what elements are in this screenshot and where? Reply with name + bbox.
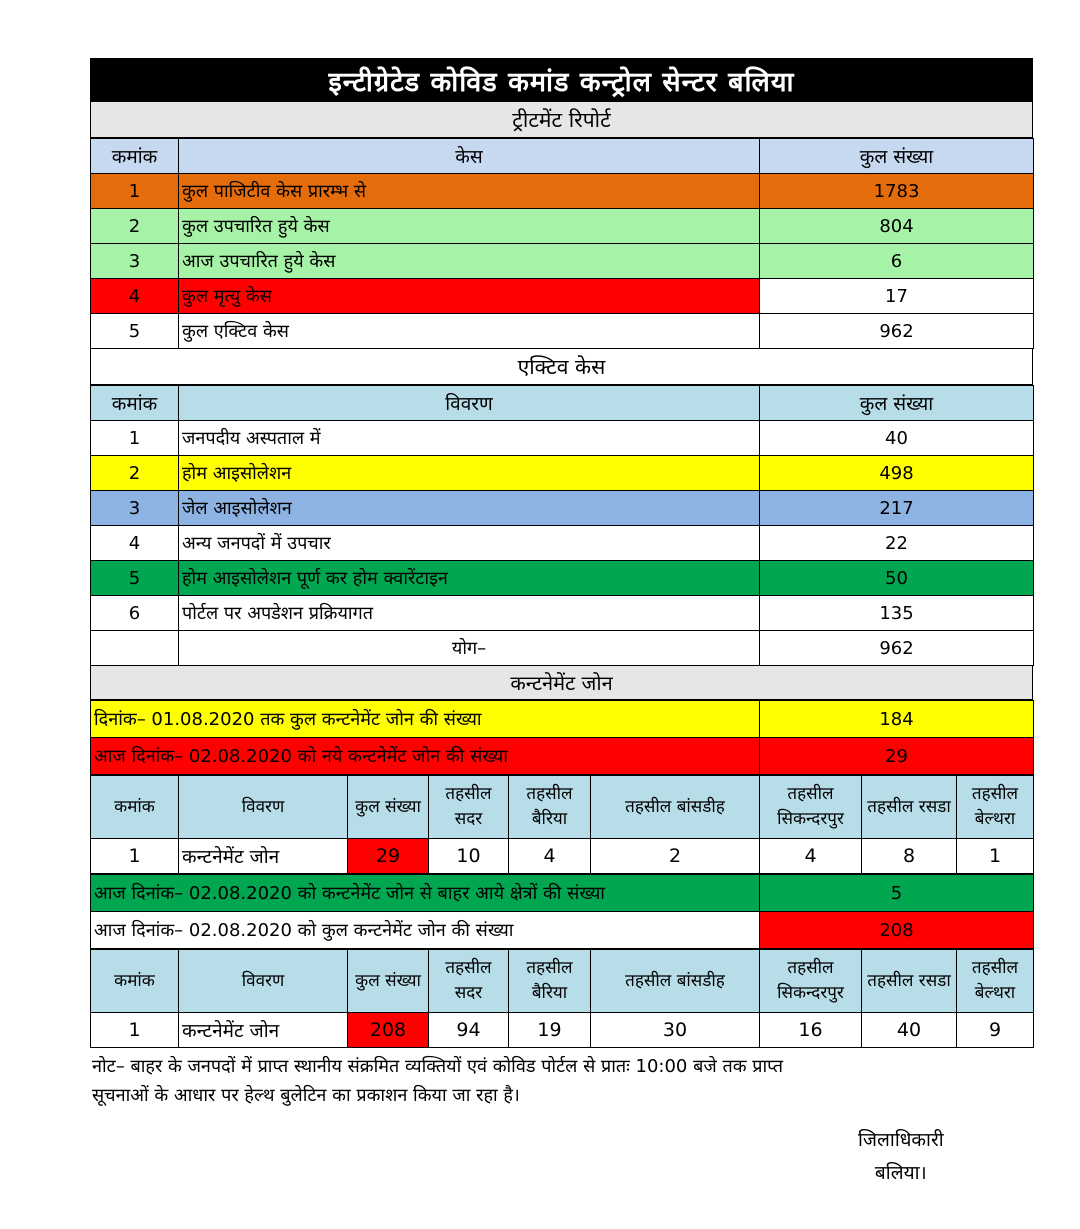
header-detail: विवरण	[179, 386, 760, 421]
table-row	[91, 1013, 1034, 1048]
row-label: होम आइसोलेशन	[179, 456, 760, 491]
signature-block	[858, 1124, 944, 1190]
header-serial: कमांक	[91, 386, 179, 421]
line-value: 5	[760, 875, 1034, 912]
total-value: 962	[760, 631, 1034, 666]
cell-rasra: 40	[862, 1013, 957, 1048]
cell-bansdih: 30	[591, 1013, 760, 1048]
row-value: 40	[760, 421, 1034, 456]
cell-detail: कन्टनेमेंट जोन	[179, 839, 348, 874]
row-label: अन्य जनपदों में उपचार	[179, 526, 760, 561]
row-serial: 3	[91, 244, 179, 279]
row-label: कुल एक्टिव केस	[179, 314, 760, 349]
row-label: पोर्टल पर अपडेशन प्रक्रियागत	[179, 596, 760, 631]
row-value: 498	[760, 456, 1034, 491]
row-value: 962	[760, 314, 1034, 349]
cell-total: 208	[348, 1013, 429, 1048]
header-serial: कमांक	[91, 776, 179, 839]
header-sadar: तहसील सदर	[429, 776, 509, 839]
cell-sadar: 10	[429, 839, 509, 874]
row-label: आज उपचारित हुये केस	[179, 244, 760, 279]
table-header-row	[91, 139, 1034, 174]
total-label: योग–	[179, 631, 760, 666]
header-bairia: तहसील बैरिया	[509, 776, 591, 839]
header-serial: कमांक	[91, 950, 179, 1013]
table-row	[91, 561, 1034, 596]
table-header-row	[91, 386, 1034, 421]
header-total: कुल संख्या	[348, 776, 429, 839]
table-row	[91, 209, 1034, 244]
header-total: कुल संख्या	[348, 950, 429, 1013]
header-belthara: तहसील बेल्थरा	[957, 950, 1034, 1013]
cell-total: 29	[348, 839, 429, 874]
line-label: आज दिनांक– 02.08.2020 को नये कन्टनेमेंट जोन की संख्या	[91, 738, 760, 775]
row-serial: 1	[91, 421, 179, 456]
row-value: 6	[760, 244, 1034, 279]
line-label: आज दिनांक– 02.08.2020 को कन्टनेमेंट जोन से बाहर आये क्षेत्रों की संख्या	[91, 875, 760, 912]
row-serial: 4	[91, 279, 179, 314]
cell-bairia: 19	[509, 1013, 591, 1048]
cell-belthara: 1	[957, 839, 1034, 874]
containment-heading: कन्टनेमेंट जोन	[90, 666, 1033, 700]
table-row	[91, 526, 1034, 561]
row-value: 1783	[760, 174, 1034, 209]
row-value: 804	[760, 209, 1034, 244]
table-row	[91, 421, 1034, 456]
line-label: आज दिनांक– 02.08.2020 को कुल कन्टनेमेंट जोन की संख्या	[91, 912, 760, 949]
row-label: जनपदीय अस्पताल में	[179, 421, 760, 456]
table-row	[91, 491, 1034, 526]
header-sikandarpur: तहसील सिकन्दरपुर	[760, 950, 862, 1013]
cell-sikandarpur: 16	[760, 1013, 862, 1048]
header-rasra: तहसील रसडा	[862, 950, 957, 1013]
table-row	[91, 174, 1034, 209]
active-heading: एक्टिव केस	[90, 349, 1033, 385]
row-value: 17	[760, 279, 1034, 314]
row-value: 50	[760, 561, 1034, 596]
table-row	[91, 314, 1034, 349]
containment-summary-bottom	[90, 874, 1034, 949]
row-serial-empty	[91, 631, 179, 666]
row-serial: 3	[91, 491, 179, 526]
header-bansdih: तहसील बांसडीह	[591, 950, 760, 1013]
cell-rasra: 8	[862, 839, 957, 874]
header-serial: कमांक	[91, 139, 179, 174]
treatment-heading: ट्रीटमेंट रिपोर्ट	[90, 102, 1033, 138]
header-sikandarpur: तहसील सिकन्दरपुर	[760, 776, 862, 839]
row-value: 22	[760, 526, 1034, 561]
report-title: इन्टीग्रेटेड कोविड कमांड कन्ट्रोल सेन्टर बलिया	[90, 58, 1033, 102]
signature-place: बलिया।	[874, 1162, 927, 1184]
row-label: कुल उपचारित हुये केस	[179, 209, 760, 244]
line-value: 29	[760, 738, 1034, 775]
table-row	[91, 279, 1034, 314]
line-value: 184	[760, 701, 1034, 738]
containment-zone-table-2	[90, 949, 1034, 1048]
table-row	[91, 596, 1034, 631]
containment-zone-table-1	[90, 775, 1034, 874]
header-detail: विवरण	[179, 776, 348, 839]
header-detail: विवरण	[179, 950, 348, 1013]
footnote	[92, 1052, 1022, 1110]
header-total: कुल संख्या	[760, 386, 1034, 421]
line-value: 208	[760, 912, 1034, 949]
row-value: 217	[760, 491, 1034, 526]
table-row	[91, 456, 1034, 491]
header-bansdih: तहसील बांसडीह	[591, 776, 760, 839]
footnote-line-1: नोट– बाहर के जनपदों में प्राप्त स्थानीय संक्रमित व्यक्तियों एवं कोविड पोर्टल से प्रातः 10:00 बजे तक प्राप्त	[92, 1056, 783, 1077]
active-table	[90, 385, 1034, 666]
header-total: कुल संख्या	[760, 139, 1034, 174]
row-serial: 5	[91, 314, 179, 349]
report-sheet	[90, 58, 1033, 1048]
containment-line-2	[91, 738, 1034, 775]
table-header-row	[91, 776, 1034, 839]
footnote-line-2: सूचनाओं के आधार पर हेल्थ बुलेटिन का प्रकाशन किया जा रहा है।	[92, 1085, 520, 1106]
row-serial: 1	[91, 174, 179, 209]
total-row	[91, 631, 1034, 666]
row-value: 135	[760, 596, 1034, 631]
containment-line-1	[91, 701, 1034, 738]
cell-detail: कन्टनेमेंट जोन	[179, 1013, 348, 1048]
cell-belthara: 9	[957, 1013, 1034, 1048]
row-label: कुल पाजिटीव केस प्रारम्भ से	[179, 174, 760, 209]
table-header-row	[91, 950, 1034, 1013]
containment-line-4	[91, 912, 1034, 949]
row-serial: 6	[91, 596, 179, 631]
containment-summary-top	[90, 700, 1034, 775]
cell-bansdih: 2	[591, 839, 760, 874]
line-label: दिनांक– 01.08.2020 तक कुल कन्टनेमेंट जोन की संख्या	[91, 701, 760, 738]
header-belthara: तहसील बेल्थरा	[957, 776, 1034, 839]
row-label: होम आइसोलेशन पूर्ण कर होम क्वारेंटाइन	[179, 561, 760, 596]
row-serial: 2	[91, 456, 179, 491]
cell-sadar: 94	[429, 1013, 509, 1048]
cell-bairia: 4	[509, 839, 591, 874]
table-row	[91, 244, 1034, 279]
row-label: जेल आइसोलेशन	[179, 491, 760, 526]
containment-line-3	[91, 875, 1034, 912]
row-label: कुल मृत्यु केस	[179, 279, 760, 314]
header-case: केस	[179, 139, 760, 174]
table-row	[91, 839, 1034, 874]
cell-sikandarpur: 4	[760, 839, 862, 874]
row-serial: 4	[91, 526, 179, 561]
header-bairia: तहसील बैरिया	[509, 950, 591, 1013]
row-serial: 2	[91, 209, 179, 244]
treatment-table	[90, 138, 1034, 349]
row-serial: 5	[91, 561, 179, 596]
cell-serial: 1	[91, 1013, 179, 1048]
header-rasra: तहसील रसडा	[862, 776, 957, 839]
signature-designation: जिलाधिकारी	[858, 1129, 944, 1151]
header-sadar: तहसील सदर	[429, 950, 509, 1013]
cell-serial: 1	[91, 839, 179, 874]
